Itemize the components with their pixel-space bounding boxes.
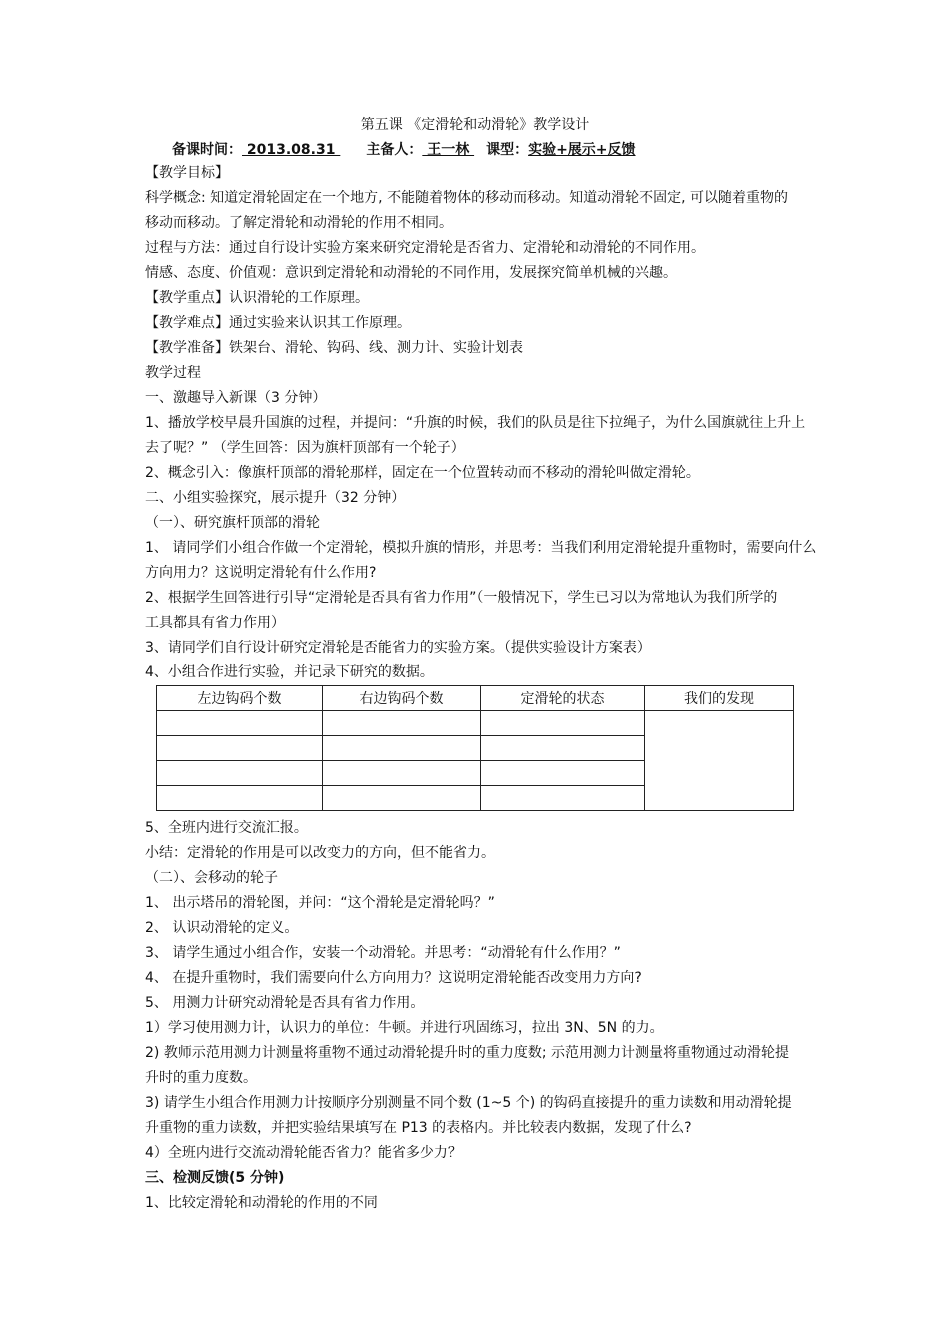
page-title: 第五课 《定滑轮和动滑轮》教学设计 bbox=[360, 117, 590, 133]
paragraph-line: 1、 请同学们小组合作做一个定滑轮，模拟升旗的情形，并思考：当我们利用定滑轮提升重物时，需要向什么 bbox=[145, 540, 817, 556]
table-cell[interactable] bbox=[481, 711, 645, 736]
paragraph-line: 去了呢？” （学生回答：因为旗杆顶部有一个轮子） bbox=[145, 440, 465, 456]
section-heading: 三、检测反馈(5 分钟) bbox=[145, 1170, 285, 1186]
paragraph-line: 情感、态度、价值观：意识到定滑轮和动滑轮的不同作用，发展探究简单机械的兴趣。 bbox=[145, 265, 677, 281]
paragraph-line: 【教学难点】通过实验来认识其工作原理。 bbox=[145, 315, 411, 331]
table-header-cell: 定滑轮的状态 bbox=[481, 686, 645, 711]
section-heading: 【教学目标】 bbox=[145, 165, 229, 181]
type-value: 实验+展示+反馈 bbox=[528, 142, 636, 158]
table-cell[interactable] bbox=[323, 736, 481, 761]
date-value: 2013.08.31 bbox=[242, 142, 341, 158]
table-cell[interactable] bbox=[157, 761, 323, 786]
author-value: 王一林 bbox=[422, 142, 475, 158]
paragraph-line: 工具都具有省力作用） bbox=[145, 615, 285, 631]
table-header-cell: 我们的发现 bbox=[645, 686, 794, 711]
findings-cell[interactable] bbox=[645, 711, 794, 811]
summary-line: 小结：定滑轮的作用是可以改变力的方向，但不能省力。 bbox=[145, 845, 495, 861]
paragraph-line: 4、小组合作进行实验，并记录下研究的数据。 bbox=[145, 664, 434, 680]
paragraph-line: 方向用力？这说明定滑轮有什么作用? bbox=[145, 565, 377, 581]
paragraph-line: 2、概念引入：像旗杆顶部的滑轮那样，固定在一个位置转动而不移动的滑轮叫做定滑轮。 bbox=[145, 465, 700, 481]
paragraph-line: 3、请同学们自行设计研究定滑轮是否能省力的实验方案。（提供实验设计方案表） bbox=[145, 640, 651, 656]
paragraph-line: 1、 出示塔吊的滑轮图，并问：“这个滑轮是定滑轮吗？” bbox=[145, 895, 495, 911]
paragraph-line: 4）全班内进行交流动滑轮能否省力？能省多少力？ bbox=[145, 1145, 462, 1161]
type-label: 课型： bbox=[486, 142, 529, 158]
table-header-cell: 右边钩码个数 bbox=[323, 686, 481, 711]
table-cell[interactable] bbox=[323, 711, 481, 736]
paragraph-line: 1、播放学校早晨升国旗的过程，并提问：“升旗的时候，我们的队员是往下拉绳子，为什么国旗就往上升上 bbox=[145, 415, 806, 431]
table-cell[interactable] bbox=[157, 736, 323, 761]
paragraph-line: 5、 用测力计研究动滑轮是否具有省力作用。 bbox=[145, 995, 425, 1011]
experiment-table bbox=[156, 685, 794, 811]
table-cell[interactable] bbox=[481, 736, 645, 761]
paragraph-line: 升重物的重力读数，并把实验结果填写在 P13 的表格内。并比较表内数据，发现了什么? bbox=[145, 1120, 692, 1136]
paragraph-line: 1）学习使用测力计，认识力的单位：牛顿。并进行巩固练习，拉出 3N、5N 的力。 bbox=[145, 1020, 664, 1036]
table-header-cell: 左边钩码个数 bbox=[157, 686, 323, 711]
paragraph-line: 【教学重点】认识滑轮的工作原理。 bbox=[145, 290, 369, 306]
paragraph-line: 升时的重力度数。 bbox=[145, 1070, 257, 1086]
paragraph-line: 5、全班内进行交流汇报。 bbox=[145, 820, 308, 836]
paragraph-line: 【教学准备】铁架台、滑轮、钩码、线、测力计、实验计划表 bbox=[145, 340, 523, 356]
paragraph-line: 过程与方法：通过自行设计实验方案来研究定滑轮是否省力、定滑轮和动滑轮的不同作用。 bbox=[145, 240, 705, 256]
table-cell[interactable] bbox=[323, 786, 481, 811]
paragraph-line: 科学概念: 知道定滑轮固定在一个地方, 不能随着物体的移动而移动。知道动滑轮不固定, 可以随着重物的 bbox=[145, 190, 788, 206]
table-header-row bbox=[157, 686, 794, 711]
table-row bbox=[157, 711, 794, 736]
author-label: 主备人： bbox=[366, 142, 423, 158]
date-label: 备课时间： bbox=[172, 142, 242, 158]
table-cell[interactable] bbox=[157, 711, 323, 736]
paragraph-line: 1、比较定滑轮和动滑轮的作用的不同 bbox=[145, 1195, 378, 1211]
paragraph-line: 3、 请学生通过小组合作，安装一个动滑轮。并思考：“动滑轮有什么作用？” bbox=[145, 945, 621, 961]
table-cell[interactable] bbox=[481, 786, 645, 811]
paragraph-line: 3) 请学生小组合作用测力计按顺序分别测量不同个数 (1~5 个) 的钩码直接提升的重力读数和用动滑轮提 bbox=[145, 1095, 792, 1111]
table-cell[interactable] bbox=[323, 761, 481, 786]
section-heading: 一、激趣导入新课（3 分钟） bbox=[145, 390, 327, 406]
section-heading: 教学过程 bbox=[145, 365, 201, 381]
subsection-heading: （一）、研究旗杆顶部的滑轮 bbox=[145, 515, 320, 531]
paragraph-line: 4、 在提升重物时，我们需要向什么方向用力？这说明定滑轮能否改变用力方向? bbox=[145, 970, 642, 986]
subsection-heading: （二）、会移动的轮子 bbox=[145, 870, 278, 886]
paragraph-line: 移动而移动。了解定滑轮和动滑轮的作用不相同。 bbox=[145, 215, 453, 231]
section-heading: 二、小组实验探究，展示提升（32 分钟） bbox=[145, 490, 406, 506]
paragraph-line: 2、 认识动滑轮的定义。 bbox=[145, 920, 299, 936]
table-cell[interactable] bbox=[157, 786, 323, 811]
paragraph-line: 2) 教师示范用测力计测量将重物不通过动滑轮提升时的重力度数; 示范用测力计测量将重物通过动滑轮提 bbox=[145, 1045, 789, 1061]
lesson-meta bbox=[172, 140, 636, 160]
paragraph-line: 2、根据学生回答进行引导“定滑轮是否具有省力作用”（一般情况下，学生已习以为常地认为我们所学的 bbox=[145, 590, 778, 606]
table-cell[interactable] bbox=[481, 761, 645, 786]
